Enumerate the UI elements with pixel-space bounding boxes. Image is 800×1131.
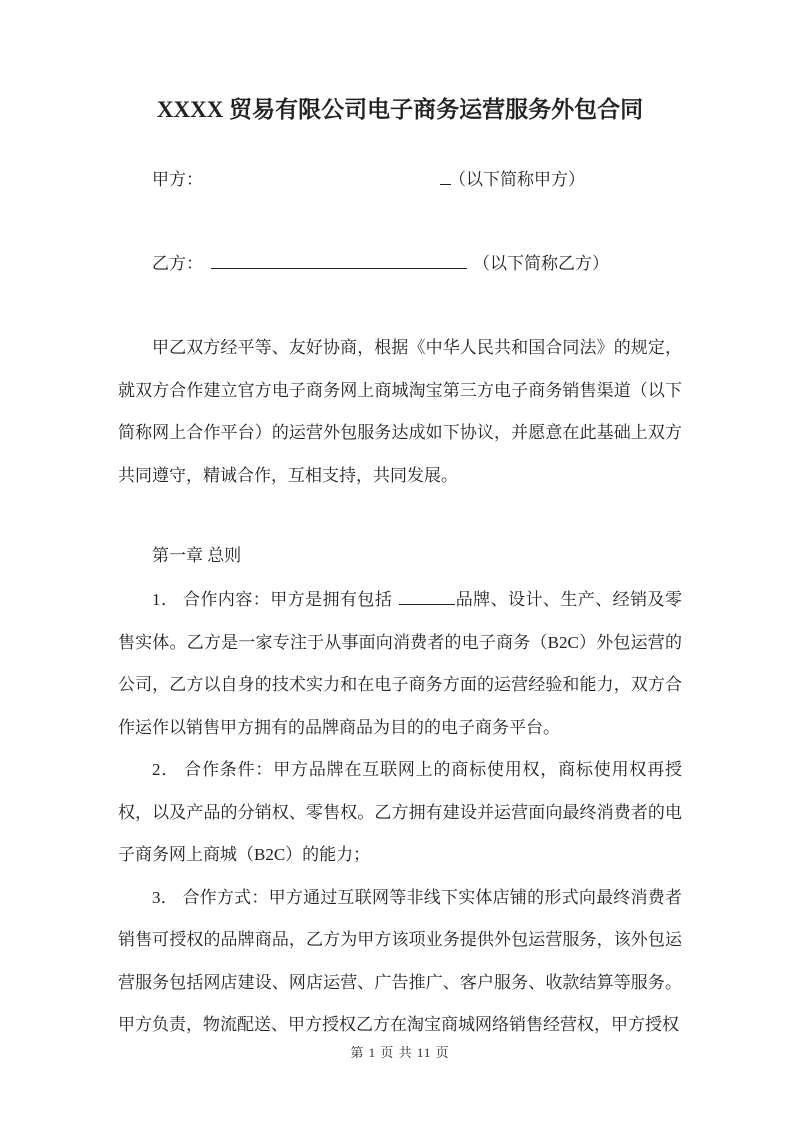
- party-b-row: [118, 252, 682, 276]
- clause-2-paragraph: 2． 合作条件：甲方品牌在互联网上的商标使用权，商标使用权再授权，以及产品的分销权、零售权。乙方拥有建设并运营面向最终消费者的电子商务网上商城（B2C）的能力；: [118, 760, 682, 864]
- party-a-fill-space[interactable]: [203, 168, 440, 185]
- party-a-note: （以下简称甲方）: [449, 170, 585, 189]
- party-b-label: 乙方：: [152, 254, 203, 273]
- party-a-label: 甲方：: [152, 170, 203, 189]
- clause-1-fill-line[interactable]: [399, 589, 455, 605]
- chapter-1-heading: 第一章 总则: [152, 546, 242, 565]
- clause-1-paragraph: [118, 579, 682, 749]
- preamble-paragraph: 甲乙双方经平等、友好协商，根据《中华人民共和国合同法》的规定，就双方合作建立官方电子商务网上商城淘宝第三方电子商务销售渠道（以下简称网上合作平台）的运营外包服务达成如下协议，并愿意在此基础上双方共同遵守，精诚合作，互相支持，共同发展。: [118, 338, 682, 485]
- party-b-fill-line[interactable]: [211, 252, 467, 269]
- page-number-footer: 第 1 页 共 11 页: [350, 1045, 450, 1060]
- party-b-note: （以下简称乙方）: [473, 254, 609, 273]
- clause-3-paragraph: 3． 合作方式：甲方通过互联网等非线下实体店铺的形式向最终消费者销售可授权的品牌商品，乙方为甲方该项业务提供外包运营服务，该外包运营服务包括网店建设、网店运营、广告推广、客户服务、收款结算等服务。甲方负责，物流配送、甲方授权乙方在淘宝商城网络销售经营权，甲方授权: [118, 887, 682, 1034]
- clause-1-text-before: 1． 合作内容：甲方是拥有包括: [152, 590, 393, 609]
- document-title: XXXX 贸易有限公司电子商务运营服务外包合同: [156, 97, 644, 122]
- clause-1-text-after: 品牌、设计、生产、经销及零售实体。乙方是一家专注于从事面向消费者的电子商务（B2C）外包运营的公司，乙方以自身的技术实力和在电子商务方面的运营经验和能力，双方合作运作以销售甲方拥有的品牌商品为目的的电子商务平台。: [118, 590, 682, 737]
- party-a-row: [118, 168, 682, 192]
